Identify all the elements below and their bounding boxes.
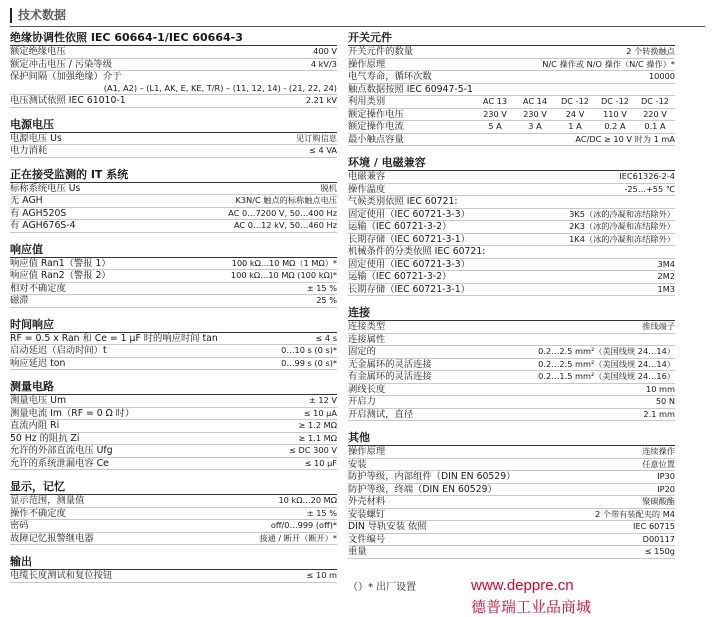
row-label: 开关元件的数量 bbox=[348, 46, 414, 57]
row-value: 见订购信息 bbox=[296, 132, 337, 143]
row-label: 开启测试，直径 bbox=[348, 408, 414, 420]
spec-row bbox=[348, 446, 675, 459]
spec-row bbox=[348, 509, 675, 522]
section-title: 输出 bbox=[10, 554, 337, 570]
row-label: 连接属性 bbox=[348, 333, 386, 345]
row-value: ≥ 1.2 MΩ bbox=[298, 420, 337, 430]
row-value: 0.2…2.5 mm²（美国线规 24…14） bbox=[538, 358, 675, 369]
section-title: 正在接受监测的 IT 系统 bbox=[10, 167, 337, 183]
spec-row bbox=[348, 384, 675, 397]
row-value: 0…99 s (0 s)* bbox=[281, 357, 337, 368]
spec-row bbox=[348, 246, 675, 259]
row-value: 400 V bbox=[313, 46, 337, 56]
row-label: 50 Hz 的阻抗 Zi bbox=[10, 432, 80, 444]
spec-row bbox=[348, 346, 675, 359]
header-accent-bar bbox=[10, 8, 12, 23]
row-label: 固定使用（IEC 60721-3-3） bbox=[348, 258, 470, 270]
row-value: IP20 bbox=[657, 483, 675, 494]
row-label: 额定冲击电压 / 污染等级 bbox=[10, 58, 113, 70]
spec-section bbox=[348, 430, 675, 559]
row-value: ≤ 10 m bbox=[306, 570, 337, 580]
row-value: N/C 操作或 N/O 操作（N/C 操作）* bbox=[542, 58, 675, 69]
row-label: 相对不确定度 bbox=[10, 282, 66, 294]
row-value: K3N/C 触点的标称触点电压 bbox=[235, 195, 337, 205]
spec-row bbox=[348, 359, 675, 372]
row-label: 标称系统电压 Us bbox=[10, 182, 81, 194]
row-value: ≤ 10 μA bbox=[303, 407, 337, 418]
row-label: 响应值 Ran1（警报 1） bbox=[10, 257, 111, 269]
row-label: 额定操作电压 bbox=[348, 108, 404, 120]
table-cell: 0.1 A bbox=[644, 121, 666, 131]
row-label: 操作原理 bbox=[348, 58, 386, 70]
row-label: 额定绝缘电压 bbox=[10, 46, 66, 57]
row-label: 重量 bbox=[348, 546, 367, 557]
voltage-row bbox=[348, 109, 675, 122]
spec-row bbox=[348, 321, 675, 334]
row-label: 操作不确定度 bbox=[10, 507, 66, 519]
spec-row bbox=[348, 371, 675, 384]
spec-row bbox=[10, 208, 337, 221]
table-cell: 110 V bbox=[603, 108, 627, 119]
spec-row bbox=[10, 220, 337, 233]
spec-row bbox=[348, 284, 675, 297]
table-cell: DC -12 bbox=[601, 96, 629, 106]
row-label: 无 AGH bbox=[10, 195, 43, 206]
row-label: 机械条件的分类依照 IEC 60721: bbox=[348, 246, 486, 257]
table-cell: 1 A bbox=[568, 121, 582, 131]
spec-row bbox=[10, 358, 337, 371]
table-cell: 230 V bbox=[523, 108, 547, 119]
row-label: 长期存储（IEC 60721-3-1） bbox=[348, 233, 470, 245]
row-label: 剥线长度 bbox=[348, 383, 386, 395]
row-label: 电磁兼容 bbox=[348, 171, 386, 182]
header-rule bbox=[10, 26, 705, 27]
row-label: 长期存储（IEC 60721-3-1） bbox=[348, 283, 470, 295]
row-label: 连接类型 bbox=[348, 321, 386, 332]
spec-section bbox=[10, 167, 337, 233]
row-label: 安装 bbox=[348, 458, 367, 470]
spec-row bbox=[10, 145, 337, 158]
row-label: 操作温度 bbox=[348, 183, 386, 195]
row-label: 外壳材料 bbox=[348, 496, 386, 507]
row-label: 利用类别 bbox=[348, 96, 386, 107]
spec-row bbox=[10, 95, 337, 108]
spec-row bbox=[348, 484, 675, 497]
table-cell: 220 V bbox=[643, 108, 667, 119]
row-value: 50 N bbox=[655, 396, 675, 406]
right-column bbox=[348, 30, 675, 568]
row-label: 防护等级，终端（DIN EN 60529） bbox=[348, 483, 497, 495]
row-value: ≤ 4 s bbox=[315, 332, 337, 343]
row-value: 3K5（冰的冷凝和冻结除外） bbox=[569, 208, 675, 219]
row-value: 4 kV/3 bbox=[310, 58, 337, 69]
section-title: 测量电路 bbox=[10, 379, 337, 395]
section-title: 连接 bbox=[348, 305, 675, 321]
row-value: ≤ DC 300 V bbox=[289, 445, 337, 455]
table-cell: AC 13 bbox=[482, 96, 508, 106]
spec-row bbox=[348, 271, 675, 284]
spec-row bbox=[10, 533, 337, 546]
watermark-name: 德普瑞工业品商城 bbox=[471, 598, 592, 616]
spec-row bbox=[348, 409, 675, 422]
spec-row bbox=[348, 396, 675, 409]
row-value: ± 15 % bbox=[306, 507, 337, 518]
spec-row bbox=[10, 345, 337, 358]
table-cell: 24 V bbox=[565, 108, 585, 119]
row-label: 电气寿命，循环次数 bbox=[348, 71, 432, 82]
spec-row bbox=[348, 259, 675, 272]
row-value: 2M2 bbox=[657, 271, 675, 281]
spec-row bbox=[10, 270, 337, 283]
spec-row bbox=[10, 570, 337, 583]
spec-section bbox=[10, 554, 337, 583]
table-cell: 5 A bbox=[488, 121, 502, 131]
row-label: 测量电压 Um bbox=[10, 395, 67, 406]
row-value: ≤ 150g bbox=[644, 546, 675, 556]
row-value: D00117 bbox=[642, 533, 675, 544]
row-label: 额定操作电流 bbox=[348, 121, 404, 132]
footnote: （）* 出厂设置 bbox=[348, 582, 417, 593]
spec-row bbox=[348, 534, 675, 547]
row-label: 固定的 bbox=[348, 346, 376, 357]
row-label: 文件编号 bbox=[348, 533, 386, 545]
row-value: 0.2…1.5 mm²（美国线规 24…16） bbox=[538, 371, 675, 381]
row-value: 25 % bbox=[316, 295, 337, 305]
row-value: 2 个带有装配夹的 M4 bbox=[594, 508, 675, 519]
row-label: 故障记忆报警继电器 bbox=[10, 532, 94, 544]
row-value: 100 kΩ…10 MΩ (100 kΩ)* bbox=[230, 270, 337, 280]
spec-row bbox=[348, 459, 675, 472]
row-label: 电缆长度测试和复位按钮 bbox=[10, 570, 113, 581]
row-label: 运输（IEC 60721-3-2） bbox=[348, 271, 452, 282]
spec-row bbox=[10, 433, 337, 446]
spec-row bbox=[10, 495, 337, 508]
row-label: 电力消耗 bbox=[10, 145, 48, 156]
spec-section bbox=[10, 117, 337, 158]
row-label: 允许的系统泄漏电容 Ce bbox=[10, 457, 109, 469]
row-value: AC 0…7200 V, 50…400 Hz bbox=[228, 207, 337, 218]
row-value: 1M3 bbox=[657, 283, 675, 294]
spec-section bbox=[10, 30, 337, 108]
spec-section bbox=[10, 379, 337, 470]
voltage-cells bbox=[475, 109, 675, 121]
row-value: 接通 / 断开（断开）* bbox=[259, 532, 337, 543]
section-title: 环境 / 电磁兼容 bbox=[348, 155, 675, 171]
row-value: ≥ 1.1 MΩ bbox=[298, 432, 337, 443]
spec-row bbox=[10, 46, 337, 59]
row-label: 测量电流 Im（RF = 0 Ω 时） bbox=[10, 407, 135, 419]
section-title: 时间响应 bbox=[10, 317, 337, 333]
row-value: AC/DC ≥ 10 V 时为 1 mA bbox=[575, 133, 675, 144]
row-label: 有 AGH676S-4 bbox=[10, 220, 76, 231]
spec-row bbox=[10, 458, 337, 471]
spec-row bbox=[10, 295, 337, 308]
row-value: 2.21 kV bbox=[305, 95, 337, 105]
row-label: DIN 导轨安装 依照 bbox=[348, 521, 427, 532]
row-label: 电源电压 Us bbox=[10, 132, 62, 144]
watermark-url: www.deppre.cn bbox=[471, 577, 574, 594]
row-label: 安装螺钉 bbox=[348, 508, 386, 520]
row-label: 最小触点容量 bbox=[348, 133, 404, 145]
spec-row bbox=[10, 283, 337, 296]
table-cell: 3 A bbox=[528, 121, 542, 131]
row-value: off/0…999 (off)* bbox=[270, 520, 337, 530]
switching-rows bbox=[348, 46, 675, 96]
row-value: 脱机 bbox=[320, 182, 337, 193]
row-value: 任意位置 bbox=[642, 458, 675, 469]
table-cell: DC -12 bbox=[561, 96, 589, 106]
spec-row bbox=[10, 408, 337, 421]
section-title: 显示，记忆 bbox=[10, 479, 337, 495]
spec-section bbox=[348, 155, 675, 296]
row-value: 10 kΩ…20 MΩ bbox=[278, 495, 337, 505]
section-title: 电源电压 bbox=[10, 117, 337, 133]
row-label: 启动延迟（启动时间）t bbox=[10, 345, 107, 356]
spec-row bbox=[348, 84, 675, 97]
row-value: IEC 60715 bbox=[633, 521, 675, 531]
row-label: 操作原理 bbox=[348, 446, 386, 457]
row-value: -25…+55 ℃ bbox=[624, 183, 675, 194]
spec-row bbox=[10, 333, 337, 346]
row-value: 100 kΩ…10 MΩ（1 MΩ）* bbox=[231, 257, 337, 268]
table-cell: 0.2 A bbox=[604, 121, 626, 131]
spec-row bbox=[348, 171, 675, 184]
current-cells bbox=[475, 121, 675, 133]
row-value: 0…10 s (0 s)* bbox=[281, 345, 337, 355]
row-value: 聚碳酸酯 bbox=[642, 496, 675, 506]
spec-row bbox=[348, 221, 675, 234]
spec-row bbox=[348, 496, 675, 509]
row-label: RF = 0.5 x Ran 和 Ce = 1 μF 时的响应时间 tan bbox=[10, 332, 218, 344]
row-label: 有 AGH520S bbox=[10, 207, 67, 219]
section-title: 响应值 bbox=[10, 242, 337, 258]
spec-row bbox=[348, 234, 675, 247]
page-title: 技术数据 bbox=[18, 8, 67, 22]
spec-section bbox=[348, 305, 675, 421]
spec-row bbox=[10, 59, 337, 72]
table-cell: 230 V bbox=[483, 108, 507, 119]
row-value: ± 15 % bbox=[306, 282, 337, 293]
spec-row bbox=[348, 334, 675, 347]
row-label: 磁滞 bbox=[10, 295, 29, 306]
spec-row bbox=[10, 133, 337, 146]
row-label: 响应延迟 ton bbox=[10, 357, 66, 369]
spec-row bbox=[348, 521, 675, 534]
spec-section bbox=[10, 242, 337, 308]
table-cell: DC -12 bbox=[641, 96, 669, 106]
row-label: 密码 bbox=[10, 520, 29, 531]
spec-row bbox=[348, 209, 675, 222]
row-label: 开启力 bbox=[348, 396, 376, 407]
row-label: 气候类别依照 IEC 60721: bbox=[348, 196, 458, 207]
row-value: IP30 bbox=[657, 471, 675, 481]
row-value: 10 mm bbox=[646, 383, 675, 394]
row-label: 防护等级，内部组件（DIN EN 60529） bbox=[348, 471, 516, 482]
right-sections bbox=[348, 155, 675, 559]
row-value: 1K4（冰的冷凝和冻结除外） bbox=[569, 233, 675, 244]
row-value: 10000 bbox=[648, 71, 675, 81]
min-contact-row bbox=[348, 134, 675, 147]
spec-row bbox=[10, 520, 337, 533]
table-cell: AC 14 bbox=[522, 96, 548, 106]
section-title: 开关元件 bbox=[348, 30, 675, 46]
spec-row bbox=[10, 508, 337, 521]
row-value: 推线端子 bbox=[642, 321, 675, 331]
row-label: 运输（IEC 60721-3-2） bbox=[348, 221, 452, 232]
row-value: 连续操作 bbox=[642, 446, 675, 456]
current-row bbox=[348, 121, 675, 134]
row-value: 0.2…2.5 mm²（美国线规 24…14） bbox=[538, 346, 675, 356]
spec-row bbox=[10, 445, 337, 458]
category-cells bbox=[475, 96, 675, 108]
row-value: ≤ 4 VA bbox=[309, 145, 337, 155]
row-label: 响应值 Ran2（警报 2） bbox=[10, 270, 111, 281]
spec-row bbox=[348, 546, 675, 559]
row-value: (A1, A2) – (L1, AK, E, KE, T/R) – (11, 12, 14) - (21, 22, 24) bbox=[103, 82, 337, 93]
section-title: 其他 bbox=[348, 430, 675, 446]
spec-row bbox=[348, 71, 675, 84]
category-row bbox=[348, 96, 675, 109]
row-value: ≤ 10 μF bbox=[304, 457, 337, 468]
spec-section bbox=[10, 317, 337, 371]
page-header bbox=[0, 4, 717, 28]
spec-row bbox=[10, 71, 337, 95]
spec-row bbox=[10, 258, 337, 271]
left-column bbox=[10, 30, 337, 592]
row-label: 允许的外部直流电压 Ufg bbox=[10, 445, 113, 456]
spec-row bbox=[348, 46, 675, 59]
row-label: 显示范围，测量值 bbox=[10, 495, 85, 506]
section-title: 绝缘协调性依照 IEC 60664-1/IEC 60664-3 bbox=[10, 30, 337, 46]
spec-row bbox=[10, 183, 337, 196]
row-value: AC 0…12 kV, 50…460 Hz bbox=[233, 220, 337, 230]
row-label: 固定使用（IEC 60721-3-3） bbox=[348, 208, 470, 220]
row-label: 电压测试依照 IEC 61010-1 bbox=[10, 95, 126, 106]
spec-section bbox=[10, 479, 337, 545]
row-value: IEC61326-2-4 bbox=[619, 171, 675, 181]
row-value: 2.1 mm bbox=[643, 408, 675, 419]
spec-row bbox=[348, 196, 675, 209]
row-label: 有金属环的灵活连接 bbox=[348, 371, 432, 382]
row-value: 3M4 bbox=[657, 258, 675, 269]
spec-row bbox=[348, 184, 675, 197]
row-label: 无金属环的灵活连接 bbox=[348, 358, 432, 370]
row-value: ± 12 V bbox=[308, 395, 337, 405]
spec-row bbox=[348, 59, 675, 72]
spec-row bbox=[10, 195, 337, 208]
row-label: 保护间隔（加强绝缘）介于 bbox=[10, 71, 122, 82]
row-label: 直流内阻 Ri bbox=[10, 420, 60, 431]
spec-row bbox=[348, 471, 675, 484]
spec-row bbox=[10, 420, 337, 433]
row-value: 2 个转换触点 bbox=[626, 46, 675, 56]
row-value: 2K3（冰的冷凝和冻结除外） bbox=[569, 221, 675, 231]
spec-row bbox=[10, 395, 337, 408]
row-label: 触点数据按照 IEC 60947-5-1 bbox=[348, 83, 473, 95]
switching-section bbox=[348, 30, 675, 146]
